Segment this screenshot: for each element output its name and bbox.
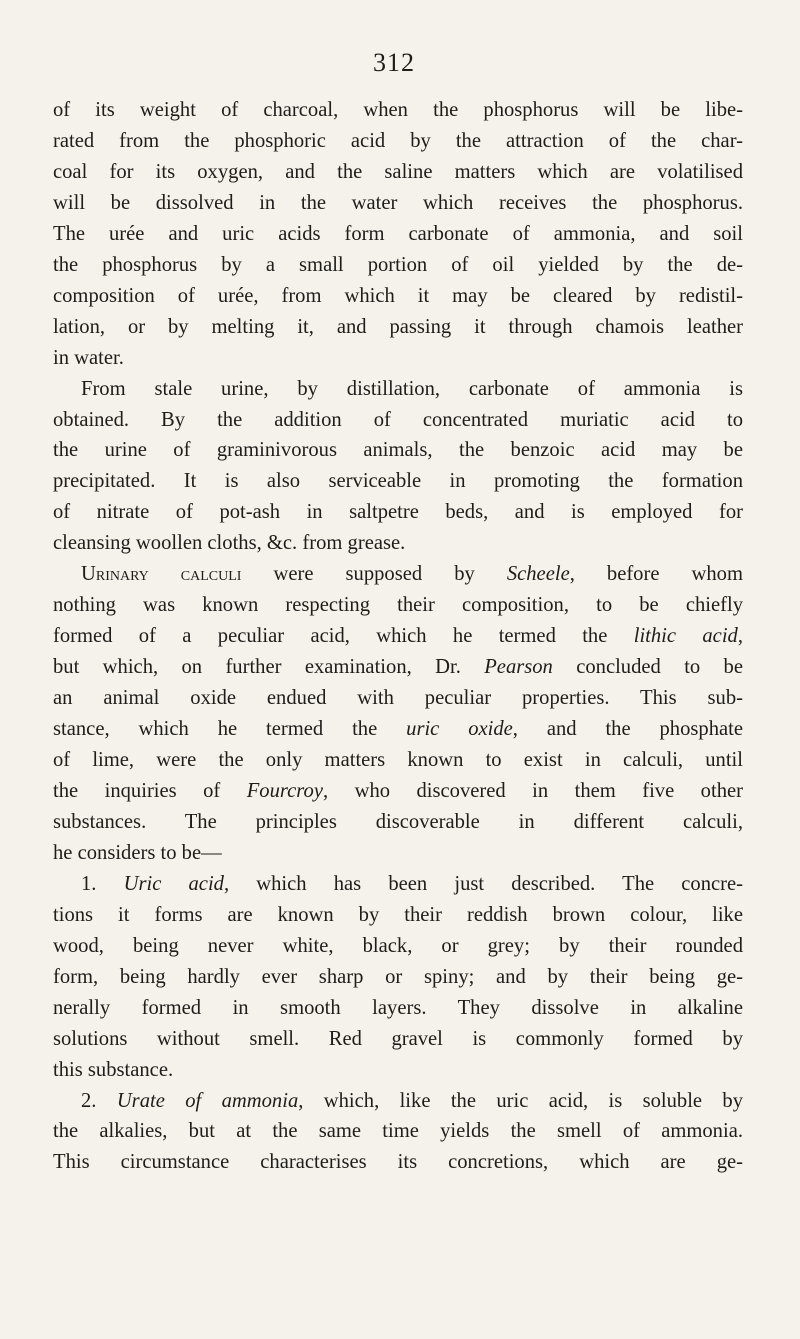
person-name: Pearson <box>484 656 553 679</box>
term: Urate of ammonia <box>116 1089 299 1112</box>
text-line: solutions without smell. Red gravel is commonly formed by <box>53 1027 743 1050</box>
page-number: 312 <box>373 48 415 77</box>
text-line: The urée and uric acids form carbonate of ammonia, and soil <box>53 222 743 245</box>
text-line: the alkalies, but at the same time yields the smell of ammonia. <box>53 1120 743 1143</box>
person-name: Scheele <box>506 563 570 586</box>
text-line: obtained. By the addition of concentrated muriatic acid to <box>53 408 743 431</box>
text-line: formed of a peculiar acid, which he termed the lithic acid, <box>53 625 743 648</box>
text-line: substances. The principles discoverable in different calculi, <box>53 810 743 833</box>
body-text <box>53 95 743 1178</box>
text-line: of its weight of charcoal, when the phosphorus will be libe- <box>53 99 743 121</box>
text-line: composition of urée, from which it may be cleared by redistil- <box>53 284 743 307</box>
text-line: will be dissolved in the water which receives the phosphorus. <box>53 191 743 214</box>
text-line: but which, on further examination, Dr. Pearson concluded to be <box>53 656 743 679</box>
text-line: the urine of graminivorous animals, the benzoic acid may be <box>53 439 743 462</box>
text-line: cleansing woollen cloths, &c. from grease. <box>53 532 406 555</box>
text-line: the phosphorus by a small portion of oil yielded by the de- <box>53 253 743 276</box>
person-name: Fourcroy <box>246 779 323 802</box>
term: lithic acid <box>633 625 738 648</box>
text-line: an animal oxide endued with peculiar properties. This sub- <box>53 687 743 710</box>
text-line: in water. <box>53 346 124 369</box>
text-line: This circumstance characterises its concretions, which are ge- <box>53 1151 743 1174</box>
term: Uric acid <box>123 872 224 895</box>
section-term: Urinary calculi <box>81 563 242 586</box>
text-line: coal for its oxygen, and the saline matters which are volatilised <box>53 160 743 183</box>
text-line: of nitrate of pot-ash in saltpetre beds, and is employed for <box>53 501 743 524</box>
term: uric oxide <box>406 718 513 741</box>
text-line: precipitated. It is also serviceable in promoting the formation <box>53 470 743 493</box>
list-item: 1. Uric acid, which has been just described. The concre- <box>81 872 744 895</box>
text-line: the inquiries of Fourcroy, who discovered in them five other <box>53 779 743 802</box>
text-line: this substance. <box>53 1058 174 1081</box>
text-line: wood, being never white, black, or grey; by their rounded <box>53 934 743 957</box>
text-line: nerally formed in smooth layers. They dissolve in alkaline <box>53 996 743 1019</box>
text-line: Urinary calculi were supposed by Scheele, before whom <box>81 563 743 586</box>
text-line: form, being hardly ever sharp or spiny; and by their being ge- <box>53 965 743 988</box>
list-item: 2. Urate of ammonia, which, like the uric acid, is soluble by <box>81 1089 744 1112</box>
text-line: rated from the phosphoric acid by the attraction of the char- <box>53 129 743 152</box>
text-line: From stale urine, by distillation, carbonate of ammonia is <box>81 377 743 400</box>
text-line: stance, which he termed the uric oxide, and the phosphate <box>53 718 743 741</box>
text-line: tions it forms are known by their reddish brown colour, like <box>53 903 743 926</box>
text-line: he considers to be— <box>53 841 222 864</box>
text-line: nothing was known respecting their composition, to be chiefly <box>53 594 743 617</box>
text-line: lation, or by melting it, and passing it through chamois leather <box>53 315 743 338</box>
text-line: of lime, were the only matters known to exist in calculi, until <box>53 749 743 772</box>
